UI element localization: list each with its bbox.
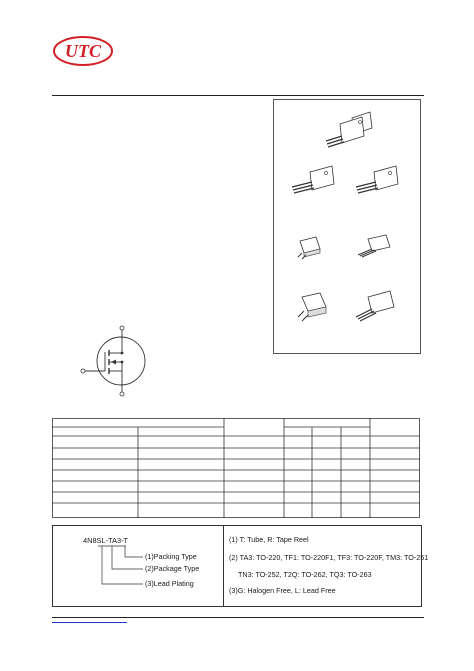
to-262-package-icon [356, 291, 394, 321]
part-number-diagram [53, 526, 223, 606]
part-number-box [52, 525, 429, 607]
package-note-line2: TN3: TO-252, T2Q: TO-262, TQ3: TO-263 [238, 570, 372, 579]
to-252-package-icon [298, 237, 320, 259]
ordering-table [52, 418, 420, 518]
plating-note: (3)G: Halogen Free, L: Lead Free [229, 586, 336, 595]
utc-logo [52, 35, 114, 67]
package-note-line1: (2) TA3: TO-220, TF1: TO-220F1, TF3: TO-220F, TM3: TO-251 [229, 553, 429, 562]
part-number: 4N8SL-TA3-T [83, 536, 129, 545]
n-channel-mosfet-symbol-icon [75, 322, 155, 400]
marking-divider [223, 526, 224, 606]
footer-link[interactable] [52, 622, 127, 623]
package-type-label: (2)Package Type [145, 564, 200, 573]
lead-plating-label: (3)Lead Plating [145, 579, 194, 588]
packing-note: (1) T: Tube, R: Tape Reel [229, 535, 309, 544]
to-220f1-package-icon [292, 166, 334, 193]
logo-text: UTC [65, 41, 101, 61]
to-220f-package-icon [356, 166, 398, 193]
footer-rule [52, 617, 424, 618]
packing-type-label: (1)Packing Type [145, 552, 197, 561]
header-rule [52, 95, 424, 96]
to-263-package-icon [298, 293, 326, 321]
to-251-package-icon [358, 235, 390, 257]
package-box [273, 99, 421, 354]
to-220-package-icon [326, 112, 372, 147]
